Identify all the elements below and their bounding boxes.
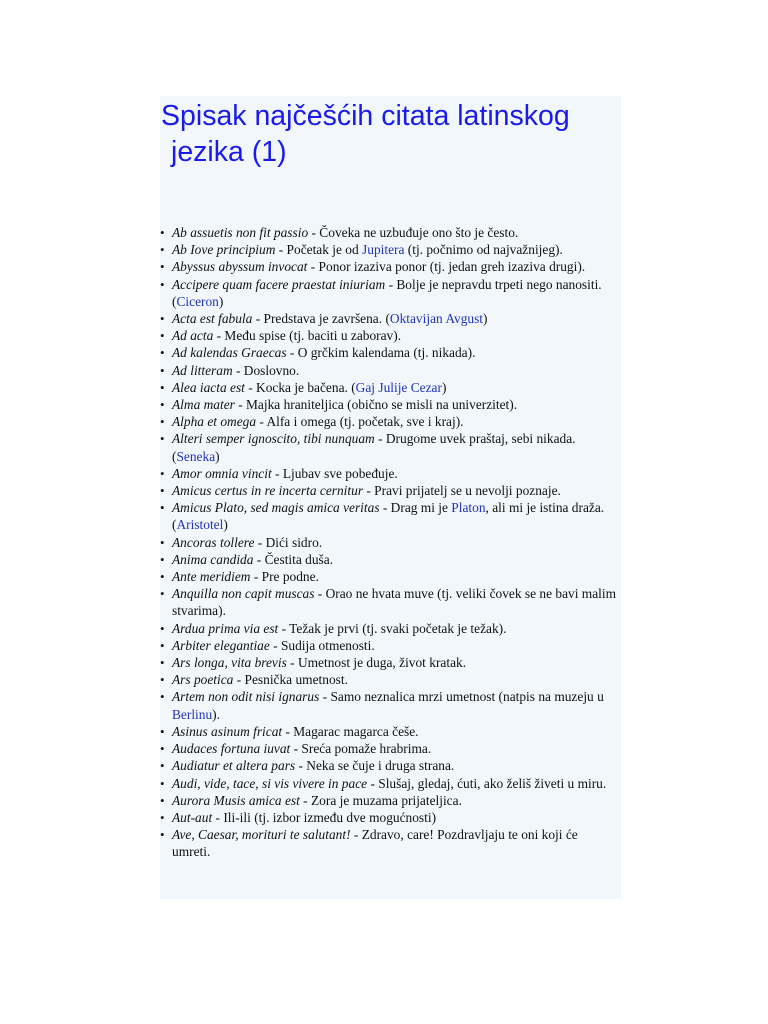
list-item (160, 310, 621, 327)
list-item (160, 224, 621, 241)
latin-phrase: Alma mater (172, 397, 235, 413)
latin-phrase: Artem non odit nisi ignarus (172, 689, 320, 705)
translation-text: - Predstava je završena. ( (252, 311, 390, 327)
translation-text: - Doslovno. (232, 362, 300, 378)
latin-phrase: Alea iacta est (172, 379, 245, 395)
page-title-line1: Spisak najčešćih citata latinskog (161, 100, 570, 132)
latin-phrase: Audi, vide, tace, si vis vivere in pace (172, 775, 368, 791)
list-item (160, 740, 621, 757)
list-item (160, 534, 621, 551)
latin-phrase: Amor omnia vincit (172, 465, 272, 481)
latin-phrase: Ad kalendas Graecas (172, 345, 287, 361)
latin-phrase: Aut-aut (172, 809, 213, 825)
list-item (160, 671, 621, 688)
reference-link[interactable]: Jupitera (362, 242, 405, 258)
translation-text: - Ili-ili (tj. izbor između dve mogućnosti) (212, 809, 437, 825)
translation-text: - Pre podne. (250, 569, 319, 585)
latin-phrase: Ad litteram (172, 362, 233, 378)
latin-phrase: Acta est fabula (172, 311, 253, 327)
translation-text: - Majka hraniteljica (obično se misli na univerzitet). (234, 397, 518, 413)
latin-phrase: Audaces fortuna iuvat (172, 741, 291, 757)
translation-text: - Sudija otmenosti. (269, 637, 375, 653)
list-item (160, 637, 621, 654)
list-item (160, 344, 621, 361)
translation-text: ) (223, 517, 228, 533)
translation-text: - Orao ne hvata muve (tj. veliki čovek se ne bavi malim stvarima). (172, 586, 617, 619)
list-item (160, 792, 621, 809)
list-item (160, 241, 621, 258)
list-item (160, 482, 621, 499)
list-item (160, 499, 621, 533)
quote-list (160, 224, 621, 861)
latin-phrase: Anima candida (172, 551, 254, 567)
list-item (160, 413, 621, 430)
latin-phrase: Ars poetica (172, 672, 234, 688)
latin-phrase: Ardua prima via est (172, 620, 279, 636)
list-item (160, 465, 621, 482)
list-item (160, 585, 621, 619)
list-item (160, 654, 621, 671)
translation-text: - Čestita duša. (253, 551, 334, 567)
translation-text: - O grčkim kalendama (tj. nikada). (286, 345, 476, 361)
latin-phrase: Ad acta (172, 328, 214, 344)
latin-phrase: Ante meridiem (172, 569, 251, 585)
latin-phrase: Ab assuetis non fit passio (172, 225, 309, 240)
translation-text: - Drag mi je (379, 500, 452, 516)
list-item (160, 379, 621, 396)
list-item (160, 276, 621, 310)
reference-link[interactable]: Berlinu (172, 706, 213, 722)
reference-link[interactable]: Oktavijan Avgust (389, 311, 484, 327)
list-item (160, 688, 621, 722)
latin-phrase: Ars longa, vita brevis (172, 655, 287, 671)
list-item (160, 430, 621, 464)
translation-text: - Neka se čuje i druga strana. (295, 758, 455, 774)
list-item (160, 775, 621, 792)
translation-text: - Čoveka ne uzbuđuje ono što je često. (308, 225, 519, 240)
latin-phrase: Amicus certus in re incerta cernitur (172, 483, 364, 499)
translation-text: - Zora je muzama prijateljica. (299, 792, 462, 808)
reference-link[interactable]: Seneka (176, 448, 216, 464)
translation-text: ) (215, 448, 220, 464)
latin-phrase: Abyssus abyssum invocat (172, 259, 308, 275)
translation-text: - Bolje je nepravdu trpeti nego nanositi. ( (172, 276, 602, 309)
page-title (160, 96, 621, 170)
translation-text: - Među spise (tj. baciti u zaborav). (213, 328, 402, 344)
list-item (160, 809, 621, 826)
translation-text: - Ljubav sve pobeđuje. (271, 465, 398, 481)
translation-text: ) (218, 293, 224, 309)
translation-text: - Dići sidro. (254, 534, 323, 550)
list-item (160, 258, 621, 275)
latin-phrase: Asinus asinum fricat (172, 723, 283, 739)
list-item (160, 757, 621, 774)
translation-text: - Pesnička umetnost. (233, 672, 348, 688)
translation-text: - Sreća pomaže hrabrima. (290, 741, 432, 757)
list-item (160, 620, 621, 637)
translation-text: (tj. počnimo od najvažnijeg). (404, 242, 563, 258)
translation-text: - Drugome uvek praštaj, sebi nikada. ( (172, 431, 576, 464)
latin-phrase: Amicus Plato, sed magis amica veritas (172, 500, 380, 516)
page-title-line2: jezika (1) (171, 136, 287, 168)
translation-text: - Zdravo, care! Pozdravljaju te oni koji će umreti. (172, 827, 578, 860)
reference-link[interactable]: Platon (451, 500, 486, 516)
reference-link[interactable]: Ciceron (176, 293, 219, 309)
list-item (160, 826, 621, 860)
latin-phrase: Ab Iove principium (172, 242, 276, 258)
translation-text: - Pravi prijatelj se u nevolji poznaje. (363, 483, 561, 499)
latin-phrase: Alpha et omega (172, 414, 257, 430)
latin-phrase: Alteri semper ignoscito, tibi nunquam (172, 431, 375, 447)
translation-text: , ali mi je istina draža. ( (172, 500, 605, 533)
latin-phrase: Accipere quam facere praestat iniuriam (172, 276, 386, 292)
translation-text: ) (441, 379, 447, 395)
latin-phrase: Aurora Musis amica est (172, 792, 300, 808)
list-item (160, 362, 621, 379)
list-item (160, 327, 621, 344)
document-page (160, 96, 621, 899)
translation-text: - Samo neznalica mrzi umetnost (natpis na muzeju u (319, 689, 604, 705)
list-item (160, 723, 621, 740)
latin-phrase: Anquilla non capit muscas (172, 586, 315, 602)
reference-link[interactable]: Gaj Julije Cezar (355, 379, 442, 395)
latin-phrase: Ave, Caesar, morituri te salutant! (172, 827, 351, 843)
latin-phrase: Ancoras tollere (172, 534, 255, 550)
translation-text: ). (212, 706, 220, 722)
translation-text: - Početak je od (275, 242, 363, 258)
list-item (160, 396, 621, 413)
translation-text: ) (483, 311, 488, 327)
translation-text: - Alfa i omega (tj. početak, sve i kraj). (256, 414, 464, 430)
translation-text: - Slušaj, gledaj, ćuti, ako želiš živeti u miru. (367, 775, 607, 791)
translation-text: - Težak je prvi (tj. svaki početak je težak). (278, 620, 507, 636)
translation-text: - Ponor izaziva ponor (tj. jedan greh izaziva drugi). (307, 259, 586, 275)
translation-text: - Umetnost je duga, život kratak. (286, 655, 467, 671)
latin-phrase: Arbiter elegantiae (172, 637, 270, 653)
list-item (160, 551, 621, 568)
list-item (160, 568, 621, 585)
reference-link[interactable]: Aristotel (176, 517, 224, 533)
translation-text: - Magarac magarca češe. (282, 723, 419, 739)
translation-text: - Kocka je bačena. ( (244, 379, 356, 395)
latin-phrase: Audiatur et altera pars (172, 758, 296, 774)
